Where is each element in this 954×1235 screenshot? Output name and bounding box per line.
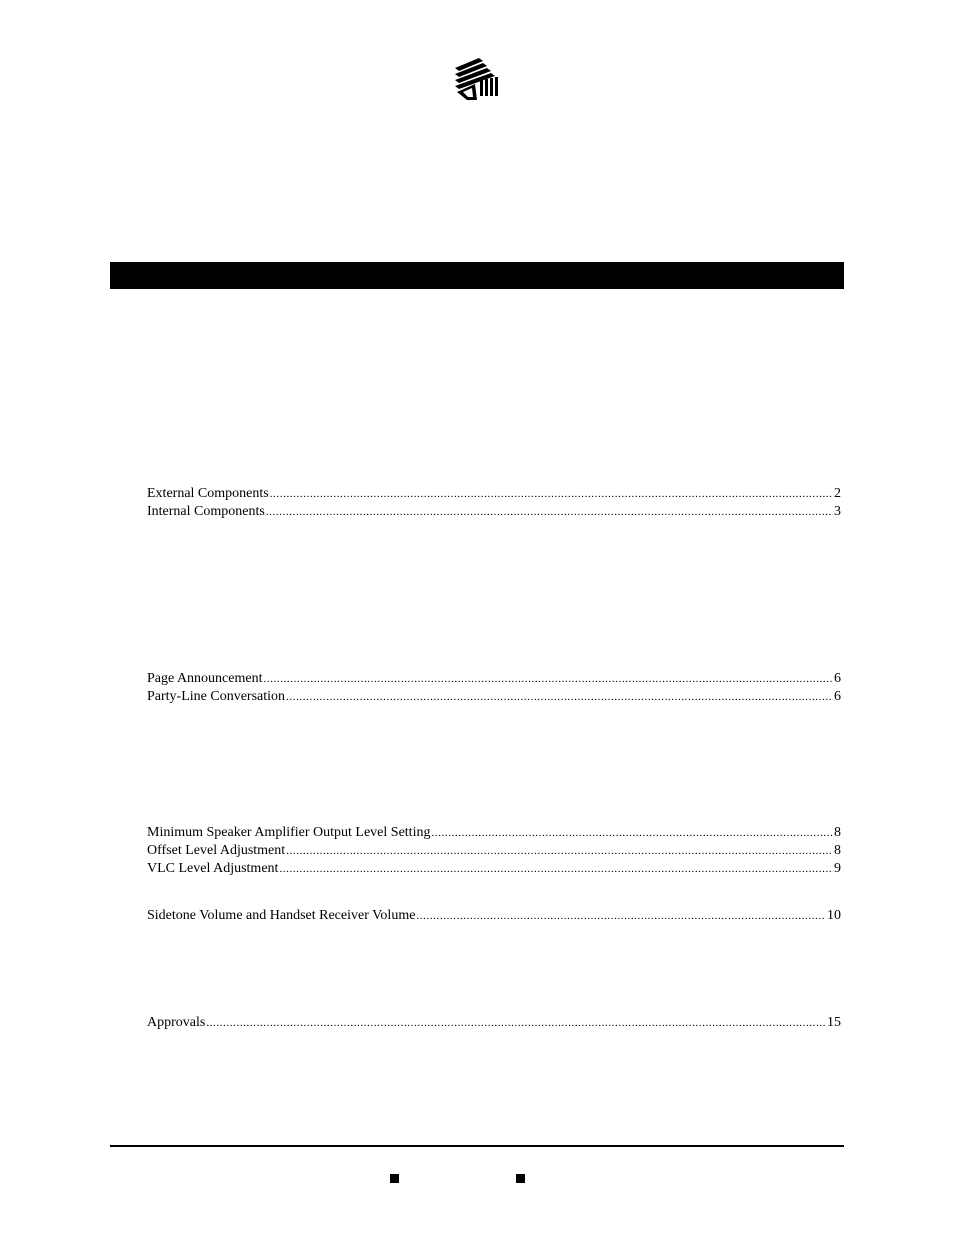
toc-entry-page: 8 bbox=[834, 843, 841, 858]
toc-dot-leader bbox=[263, 670, 833, 688]
toc-entry[interactable] bbox=[147, 824, 841, 842]
toc-entry-label: Approvals bbox=[147, 1015, 206, 1030]
toc-entry-page: 6 bbox=[834, 671, 841, 686]
toc-entry[interactable] bbox=[147, 503, 841, 521]
toc-dot-leader bbox=[266, 503, 833, 521]
toc-dot-leader bbox=[270, 485, 833, 503]
toc-entry[interactable] bbox=[147, 860, 841, 878]
toc-entry-label: Party-Line Conversation bbox=[147, 689, 286, 704]
toc-entry-page: 15 bbox=[827, 1015, 841, 1030]
toc-dot-leader bbox=[279, 860, 833, 878]
toc-dot-leader bbox=[286, 688, 833, 706]
toc-entry-label: Minimum Speaker Amplifier Output Level Setting bbox=[147, 825, 431, 840]
square-bullet-icon bbox=[390, 1174, 399, 1183]
toc-entry-page: 6 bbox=[834, 689, 841, 704]
toc-entry-page: 3 bbox=[834, 504, 841, 519]
toc-entry[interactable] bbox=[147, 688, 841, 706]
square-bullet-icon bbox=[516, 1174, 525, 1183]
toc-entry[interactable] bbox=[147, 1014, 841, 1032]
toc-entry[interactable] bbox=[147, 842, 841, 860]
toc-entry-label: Offset Level Adjustment bbox=[147, 843, 286, 858]
toc-entry-page: 10 bbox=[827, 908, 841, 923]
toc-entry-page: 2 bbox=[834, 486, 841, 501]
toc-entry[interactable] bbox=[147, 670, 841, 688]
toc-entry[interactable] bbox=[147, 907, 841, 925]
toc-entry-label: External Components bbox=[147, 486, 269, 501]
toc-entry-label: VLC Level Adjustment bbox=[147, 861, 279, 876]
footer-rule bbox=[110, 1145, 844, 1147]
toc-dot-leader bbox=[206, 1014, 826, 1032]
toc-entry-label: Sidetone Volume and Handset Receiver Volume bbox=[147, 908, 416, 923]
title-bar bbox=[110, 262, 844, 289]
toc-entry-page: 9 bbox=[834, 861, 841, 876]
toc-dot-leader bbox=[286, 842, 833, 860]
company-logo-icon bbox=[453, 56, 501, 102]
toc-dot-leader bbox=[431, 824, 833, 842]
toc-entry-label: Internal Components bbox=[147, 504, 265, 519]
toc-entry-label: Page Announcement bbox=[147, 671, 263, 686]
toc-entry[interactable] bbox=[147, 485, 841, 503]
toc-entry-page: 8 bbox=[834, 825, 841, 840]
toc-dot-leader bbox=[416, 907, 826, 925]
